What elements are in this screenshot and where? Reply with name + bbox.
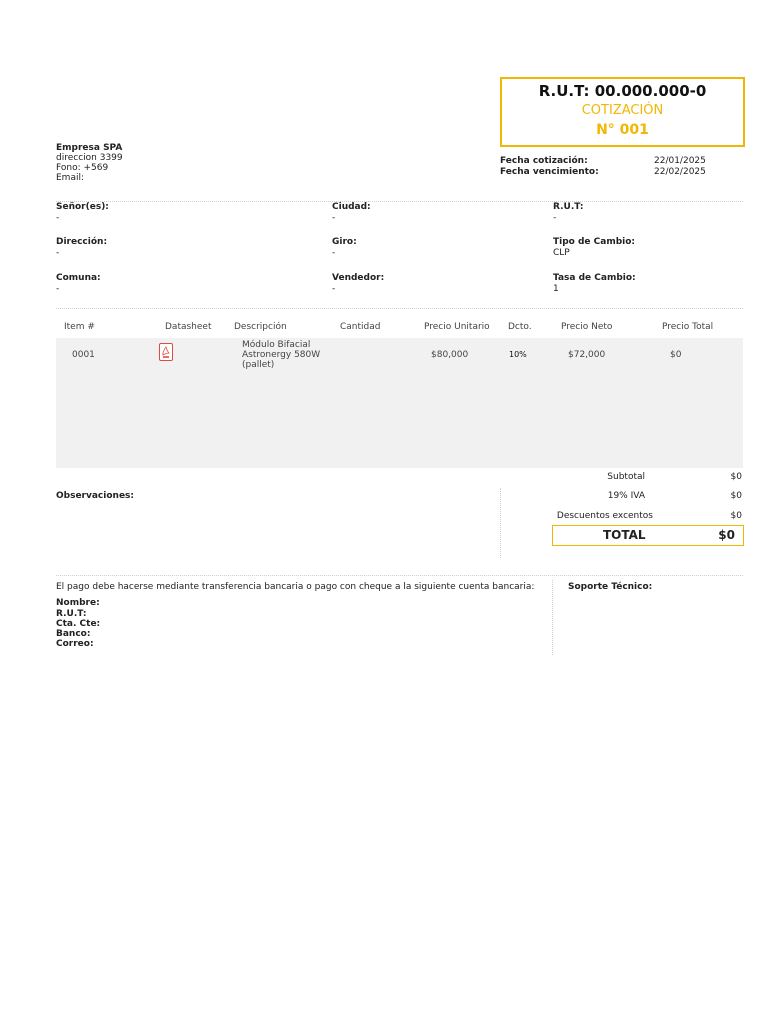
field-senores <box>56 202 109 224</box>
document-title: COTIZACIÓN <box>581 103 664 118</box>
cta-cte-label: Cta. Cte: <box>56 619 101 629</box>
direccion-label: Dirección: <box>56 237 108 247</box>
observaciones-label: Observaciones: <box>56 491 135 501</box>
vertical-divider <box>500 488 501 558</box>
divider <box>56 201 743 202</box>
client-rut-value: - <box>553 213 557 223</box>
tipo-cambio-value: CLP <box>553 248 570 258</box>
field-tasa-cambio <box>553 273 636 295</box>
subtotal-value: $0 <box>730 472 742 482</box>
banco-label: Banco: <box>56 629 91 639</box>
due-date-value: 22/02/2025 <box>654 167 706 177</box>
senores-value: - <box>56 213 60 223</box>
description-line: Astronergy 580W <box>242 350 321 360</box>
col-header-precio-neto: Precio Neto <box>561 322 613 332</box>
cell-precio-unitario: $80,000 <box>431 350 469 360</box>
client-rut-label: R.U.T: <box>553 202 584 212</box>
pdf-icon[interactable] <box>159 343 173 361</box>
quote-date-label: Fecha cotización: <box>500 156 588 166</box>
col-header-precio-unitario: Precio Unitario <box>424 322 490 332</box>
vendedor-label: Vendedor: <box>332 273 385 283</box>
correo-label: Correo: <box>56 639 94 649</box>
col-header-datasheet: Datasheet <box>165 322 212 332</box>
comuna-label: Comuna: <box>56 273 101 283</box>
col-header-cantidad: Cantidad <box>340 322 381 332</box>
cell-precio-neto: $72,000 <box>568 350 606 360</box>
iva-label: 19% IVA <box>607 491 645 501</box>
field-tipo-cambio <box>553 237 635 259</box>
giro-value: - <box>332 248 336 258</box>
divider <box>56 575 743 576</box>
payment-instructions: El pago debe hacerse mediante transferencia bancaria o pago con cheque a la siguiente cuenta bancaria: <box>56 582 535 592</box>
soporte-tecnico-label: Soporte Técnico: <box>568 582 653 592</box>
direccion-value: - <box>56 248 60 258</box>
giro-label: Giro: <box>332 237 357 247</box>
tasa-cambio-label: Tasa de Cambio: <box>553 273 636 283</box>
col-header-dcto: Dcto. <box>508 322 532 332</box>
quote-date-value: 22/01/2025 <box>654 156 706 166</box>
divider <box>56 308 743 309</box>
tipo-cambio-label: Tipo de Cambio: <box>553 237 636 247</box>
col-header-descripcion: Descripción <box>234 322 287 332</box>
ciudad-value: - <box>332 213 336 223</box>
descuentos-label: Descuentos excentos <box>556 511 653 521</box>
description-line: (pallet) <box>242 360 275 370</box>
senores-label: Señor(es): <box>56 202 109 212</box>
company-rut: R.U.T: 00.000.000-0 <box>538 82 707 100</box>
field-comuna <box>56 273 101 295</box>
rut-label: R.U.T: <box>56 609 87 619</box>
col-header-item: Item # <box>64 322 95 332</box>
cell-precio-total: $0 <box>670 350 682 360</box>
company-address: direccion 3399 <box>56 153 123 163</box>
company-phone: Fono: +569 <box>56 163 109 173</box>
cell-descripcion <box>242 340 320 370</box>
subtotal-label: Subtotal <box>607 472 645 482</box>
cell-item: 0001 <box>72 350 95 360</box>
tasa-cambio-value: 1 <box>553 284 559 294</box>
due-date-label: Fecha vencimiento: <box>500 167 599 177</box>
total-value: $0 <box>718 528 735 542</box>
field-rut <box>553 202 584 224</box>
comuna-value: - <box>56 284 60 294</box>
total-box <box>552 525 744 546</box>
quote-number: N° 001 <box>596 122 649 138</box>
field-giro <box>332 237 357 259</box>
iva-value: $0 <box>730 491 742 501</box>
ciudad-label: Ciudad: <box>332 202 371 212</box>
description-line: Módulo Bifacial <box>242 340 311 350</box>
vendedor-value: - <box>332 284 336 294</box>
company-name: Empresa SPA <box>56 143 123 153</box>
bank-account-info <box>56 598 100 649</box>
cell-dcto: 10% <box>509 350 527 359</box>
company-info <box>56 143 123 183</box>
nombre-label: Nombre: <box>56 598 100 608</box>
company-email: Email: <box>56 173 85 183</box>
col-header-precio-total: Precio Total <box>662 322 714 332</box>
field-ciudad <box>332 202 371 224</box>
quote-header-box <box>500 77 745 147</box>
total-label: TOTAL <box>603 528 646 542</box>
field-vendedor <box>332 273 384 295</box>
vertical-divider <box>552 580 553 655</box>
field-direccion <box>56 237 107 259</box>
descuentos-value: $0 <box>730 511 742 521</box>
